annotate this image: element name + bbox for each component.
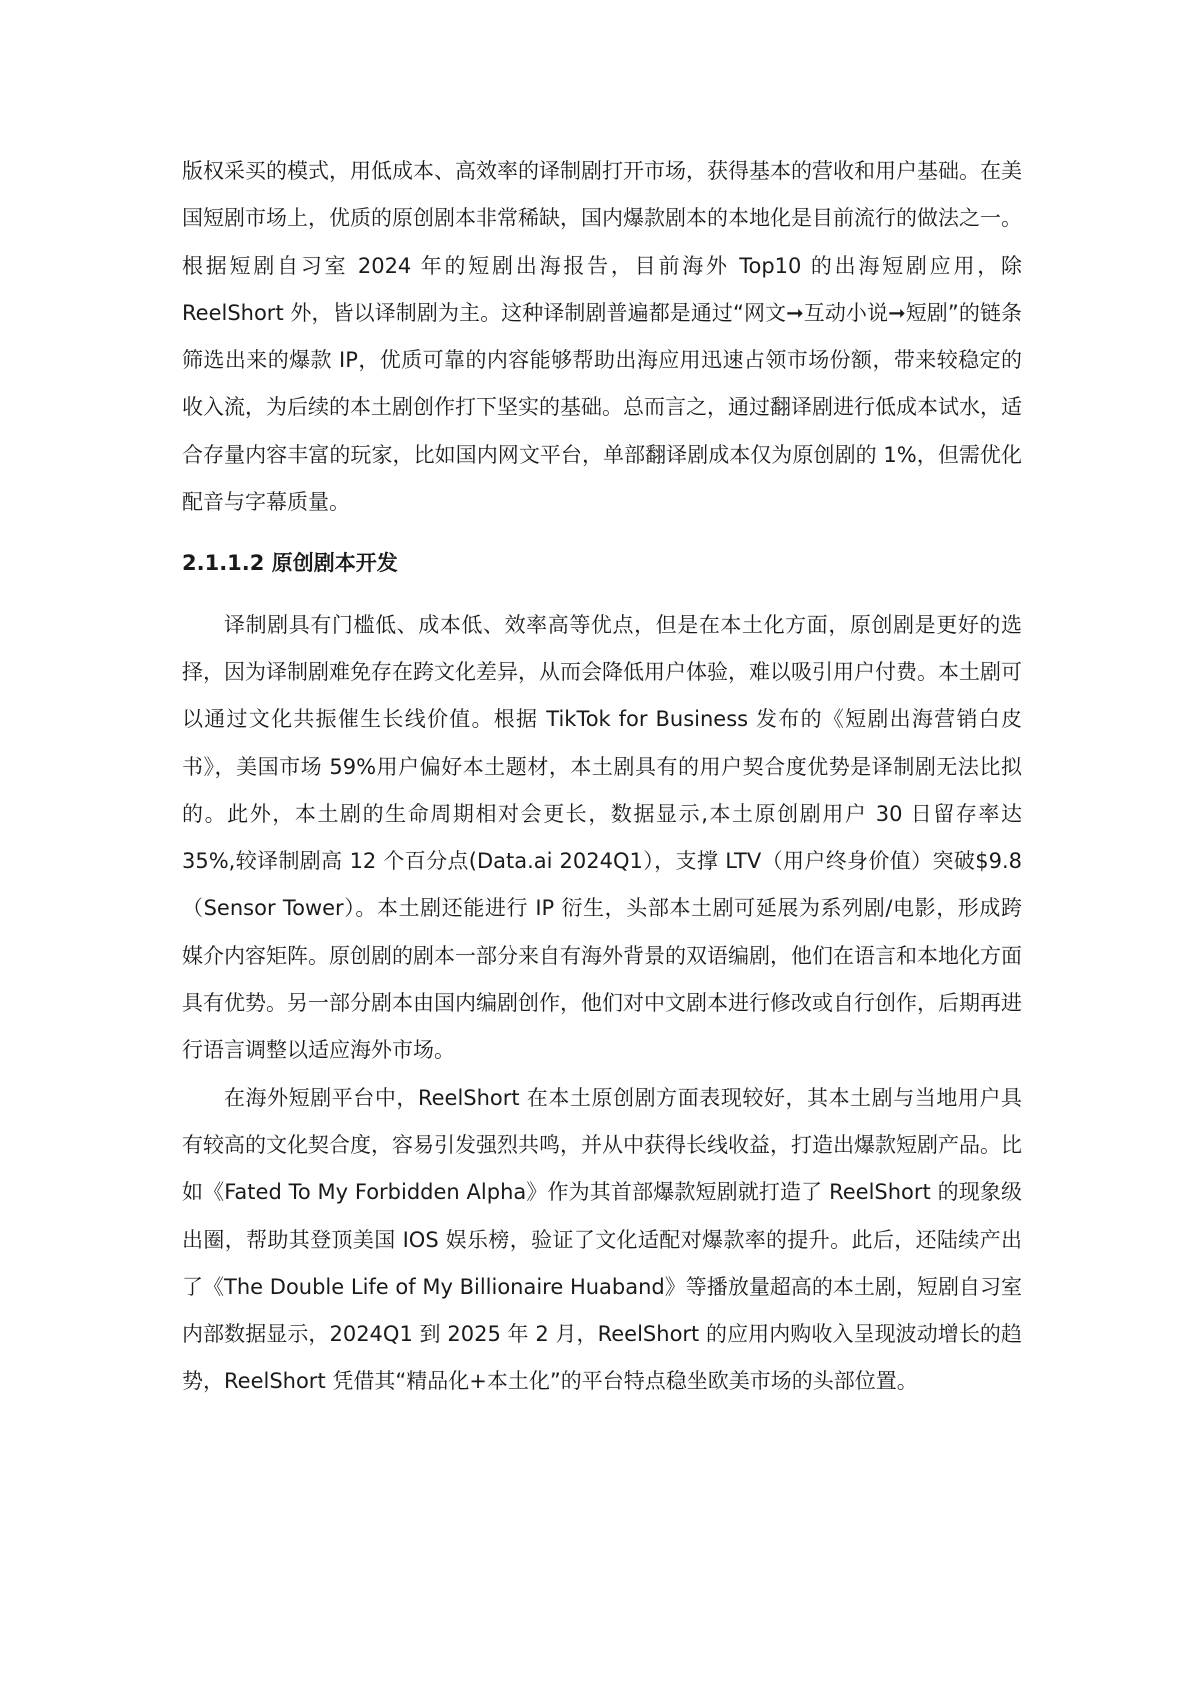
- paragraph-intro: 版权采买的模式，用低成本、高效率的译制剧打开市场，获得基本的营收和用户基础。在美国短剧市场上，优质的原创剧本非常稀缺，国内爆款剧本的本地化是目前流行的做法之一。根据短剧自习室 2024 年的短剧出海报告，目前海外 Top10 的出海短剧应用，除 ReelShort 外，皆以译制剧为主。这种译制剧普遍都是通过“网文➞互动小说➞短剧”的链条筛选出来的爆款 IP，优质可靠的内容能够帮助出海应用迅速占领市场份额，带来较稳定的收入流，为后续的本土剧创作打下坚实的基础。总而言之，通过翻译剧进行低成本试水，适合存量内容丰富的玩家，比如国内网文平台，单部翻译剧成本仅为原创剧的 1%，但需优化配音与字幕质量。: [182, 159, 1022, 515]
- paragraph-original-scripts: 译制剧具有门槛低、成本低、效率高等优点，但是在本土化方面，原创剧是更好的选择，因为译制剧难免存在跨文化差异，从而会降低用户体验，难以吸引用户付费。本土剧可以通过文化共振催生长线价值。根据 TikTok for Business 发布的《短剧出海营销白皮书》，美国市场 59%用户偏好本土题材，本土剧具有的用户契合度优势是译制剧无法比拟的。此外，本土剧的生命周期相对会更长，数据显示,本土原创剧用户 30 日留存率达 35%,较译制剧高 12 个百分点(Data.ai 2024Q1），支撑 LTV（用户终身价值）突破$9.8（Sensor Tower）。本土剧还能进行 IP 衍生，头部本土剧可延展为系列剧/电影，形成跨媒介内容矩阵。原创剧的剧本一部分来自有海外背景的双语编剧，他们在语言和本地化方面具有优势。另一部分剧本由国内编剧创作，他们对中文剧本进行修改或自行创作，后期再进行语言调整以适应海外市场。: [182, 612, 1022, 1063]
- section-heading: 2.1.1.2 原创剧本开发: [182, 551, 398, 576]
- paragraph-reelshort: 在海外短剧平台中，ReelShort 在本土原创剧方面表现较好，其本土剧与当地用户具有较高的文化契合度，容易引发强烈共鸣，并从中获得长线收益，打造出爆款短剧产品。比如《Fated To My Forbidden Alpha》作为其首部爆款短剧就打造了 ReelShort 的现象级出圈，帮助其登顶美国 IOS 娱乐榜，验证了文化适配对爆款率的提升。此后，还陆续产出了《The Double Life of My Billionaire Huaband》等播放量超高的本土剧，短剧自习室内部数据显示，2024Q1 到 2025 年 2 月，ReelShort 的应用内购收入呈现波动增长的趋势，ReelShort 凭借其“精品化+本土化”的平台特点稳坐欧美市场的头部位置。: [182, 1085, 1022, 1394]
- document-page: [182, 148, 1022, 1406]
